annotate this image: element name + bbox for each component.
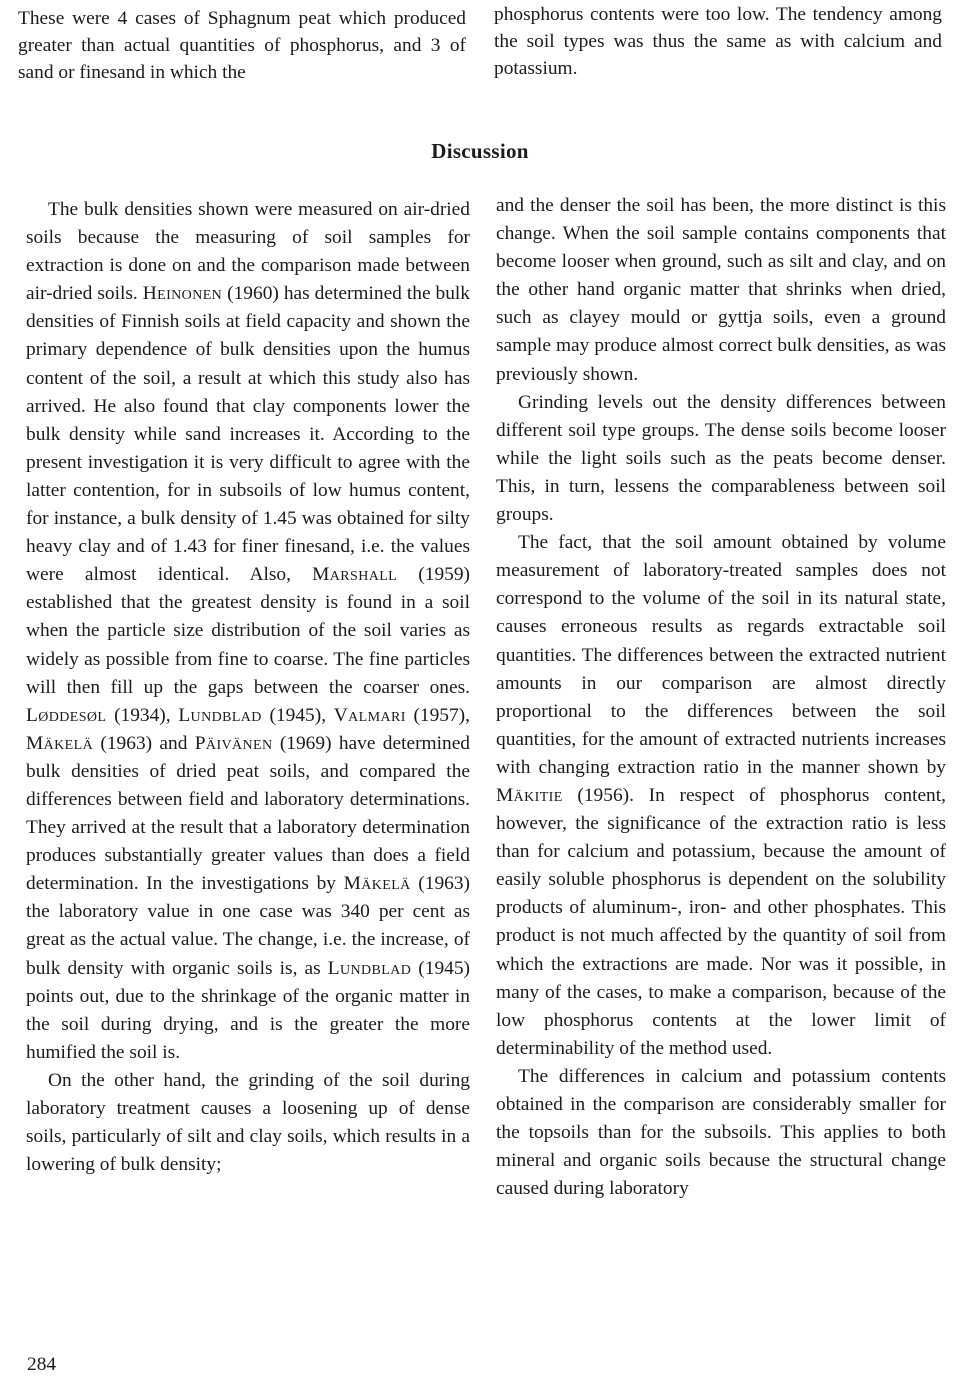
author-citation: Mäkelä [26,732,94,754]
author-citation: Lundblad [178,704,262,726]
text-run: (1959) established that the greatest density is found in a soil when the particle size distribution of the soil varies as widely as possible from fine to coarse. The fine particles will then fill up the gaps between the coarser ones. [26,564,470,698]
author-citation: Mäkitie [496,784,563,806]
text-run: (1969) have determined bulk densities of dried peat soils, and compared the differences between field and laboratory determinations. They arrived at the result that a laboratory determination produces substantially greater values than does a field determination. In the investigations by [26,732,470,895]
top-left-paragraph: These were 4 cases of Sphagnum peat which produced greater than actual quantities of phosphorus, and 3 of sand or finesand in which the [18,8,466,83]
top-right-paragraph: phosphorus contents were too low. The tendency among the soil types was thus the same as with calcium and potassium. [494,4,942,79]
author-citation: Løddesøl [26,704,107,726]
text-run: The fact, that the soil amount obtained by volume measurement of laboratory-treated samples does not correspond to the volume of the soil in its natural state, causes erroneous results as regards extractable soil quantities. The differences between the extracted nutrient amounts in our comparison are almost directly proportional to the differences between the soil quantities, for the amount of extracted nutrients increases with changing extraction ratio in the manner shown by [496,532,946,778]
left-paragraph-1 [26,196,470,1067]
top-right-continuation [494,1,942,82]
left-paragraph-2: On the other hand, the grinding of the soil during laboratory treatment causes a loosening up of dense soils, particularly of silt and clay soils, which results in a lowering of bulk density; [26,1069,470,1176]
text-run: (1963) and [93,732,195,754]
right-paragraph-2: Grinding levels out the density differences between different soil type groups. The dense soils become looser while the light soils such as the peats become denser. This, in turn, lessens the comparableness between soil groups. [496,391,946,526]
top-left-continuation [18,5,466,86]
text-run: (1957), [405,704,470,726]
right-paragraph-3 [496,529,946,1063]
right-column [496,192,946,1203]
section-heading: Discussion [431,139,529,163]
text-run: (1945) points out, due to the shrinkage of the organic matter in the soil during drying, and is the greater the more humified the soil is. [26,957,470,1063]
author-citation: Marshall [312,564,398,586]
left-column [26,196,470,1179]
text-run: (1960) has determined the bulk densities of Finnish soils at field capacity and shown the primary dependence of bulk densities upon the humus content of the soil, a result at which this study also has arrived. He also found that clay components lower the bulk density while sand increases it. According to the present investigation it is very difficult to agree with the latter contention, for in subsoils of low humus content, for instance, a bulk density of 1.45 was obtained for silty heavy clay and of 1.43 for finer finesand, i.e. the values were almost identical. Also, [26,283,471,586]
text-run: (1945), [261,704,334,726]
text-run: The bulk densities shown were measured on air-dried soils because the measuring of soil samples for extraction is done on and the comparison made between air-dried soils. [26,199,470,305]
text-run: (1963) the laboratory value in one case was 340 per cent as great as the actual value. The change, i.e. the increase, of bulk density with organic soils is, as [26,873,471,979]
right-paragraph-1: and the denser the soil has been, the more distinct is this change. When the soil sample contains components that become looser when ground, such as silt and clay, and on the other hand organic matter that shrinks when dried, such as clayey mould or gyttja soils, even a ground sample may produce almost correct bulk densities, as was previously shown. [496,195,946,385]
author-citation: Valmari [333,704,406,726]
author-citation: Päivänen [194,732,273,754]
right-paragraph-4: The differences in calcium and potassium contents obtained in the comparison are considerably smaller for the topsoils than for the subsoils. This applies to both mineral and organic soils because the structural change caused during laboratory [496,1065,946,1200]
page-number: 284 [27,1354,57,1375]
author-citation: Heinonen [142,283,223,305]
text-run: (1934), [106,704,179,726]
author-citation: Mäkelä [343,873,411,895]
text-run: (1956). In respect of phosphorus content, however, the significance of the extraction ratio is less than for calcium and potassium, because the amount of easily soluble phosphorus is dependent on the solubility products of aluminum-, iron- and other phosphates. This product is not much affected by the quantity of soil from which the extractions are made. Nor was it possible, in many of the cases, to make a comparison, because of the low phosphorus contents at the lower limit of determinability of the method used. [496,784,946,1059]
author-citation: Lundblad [327,957,412,979]
